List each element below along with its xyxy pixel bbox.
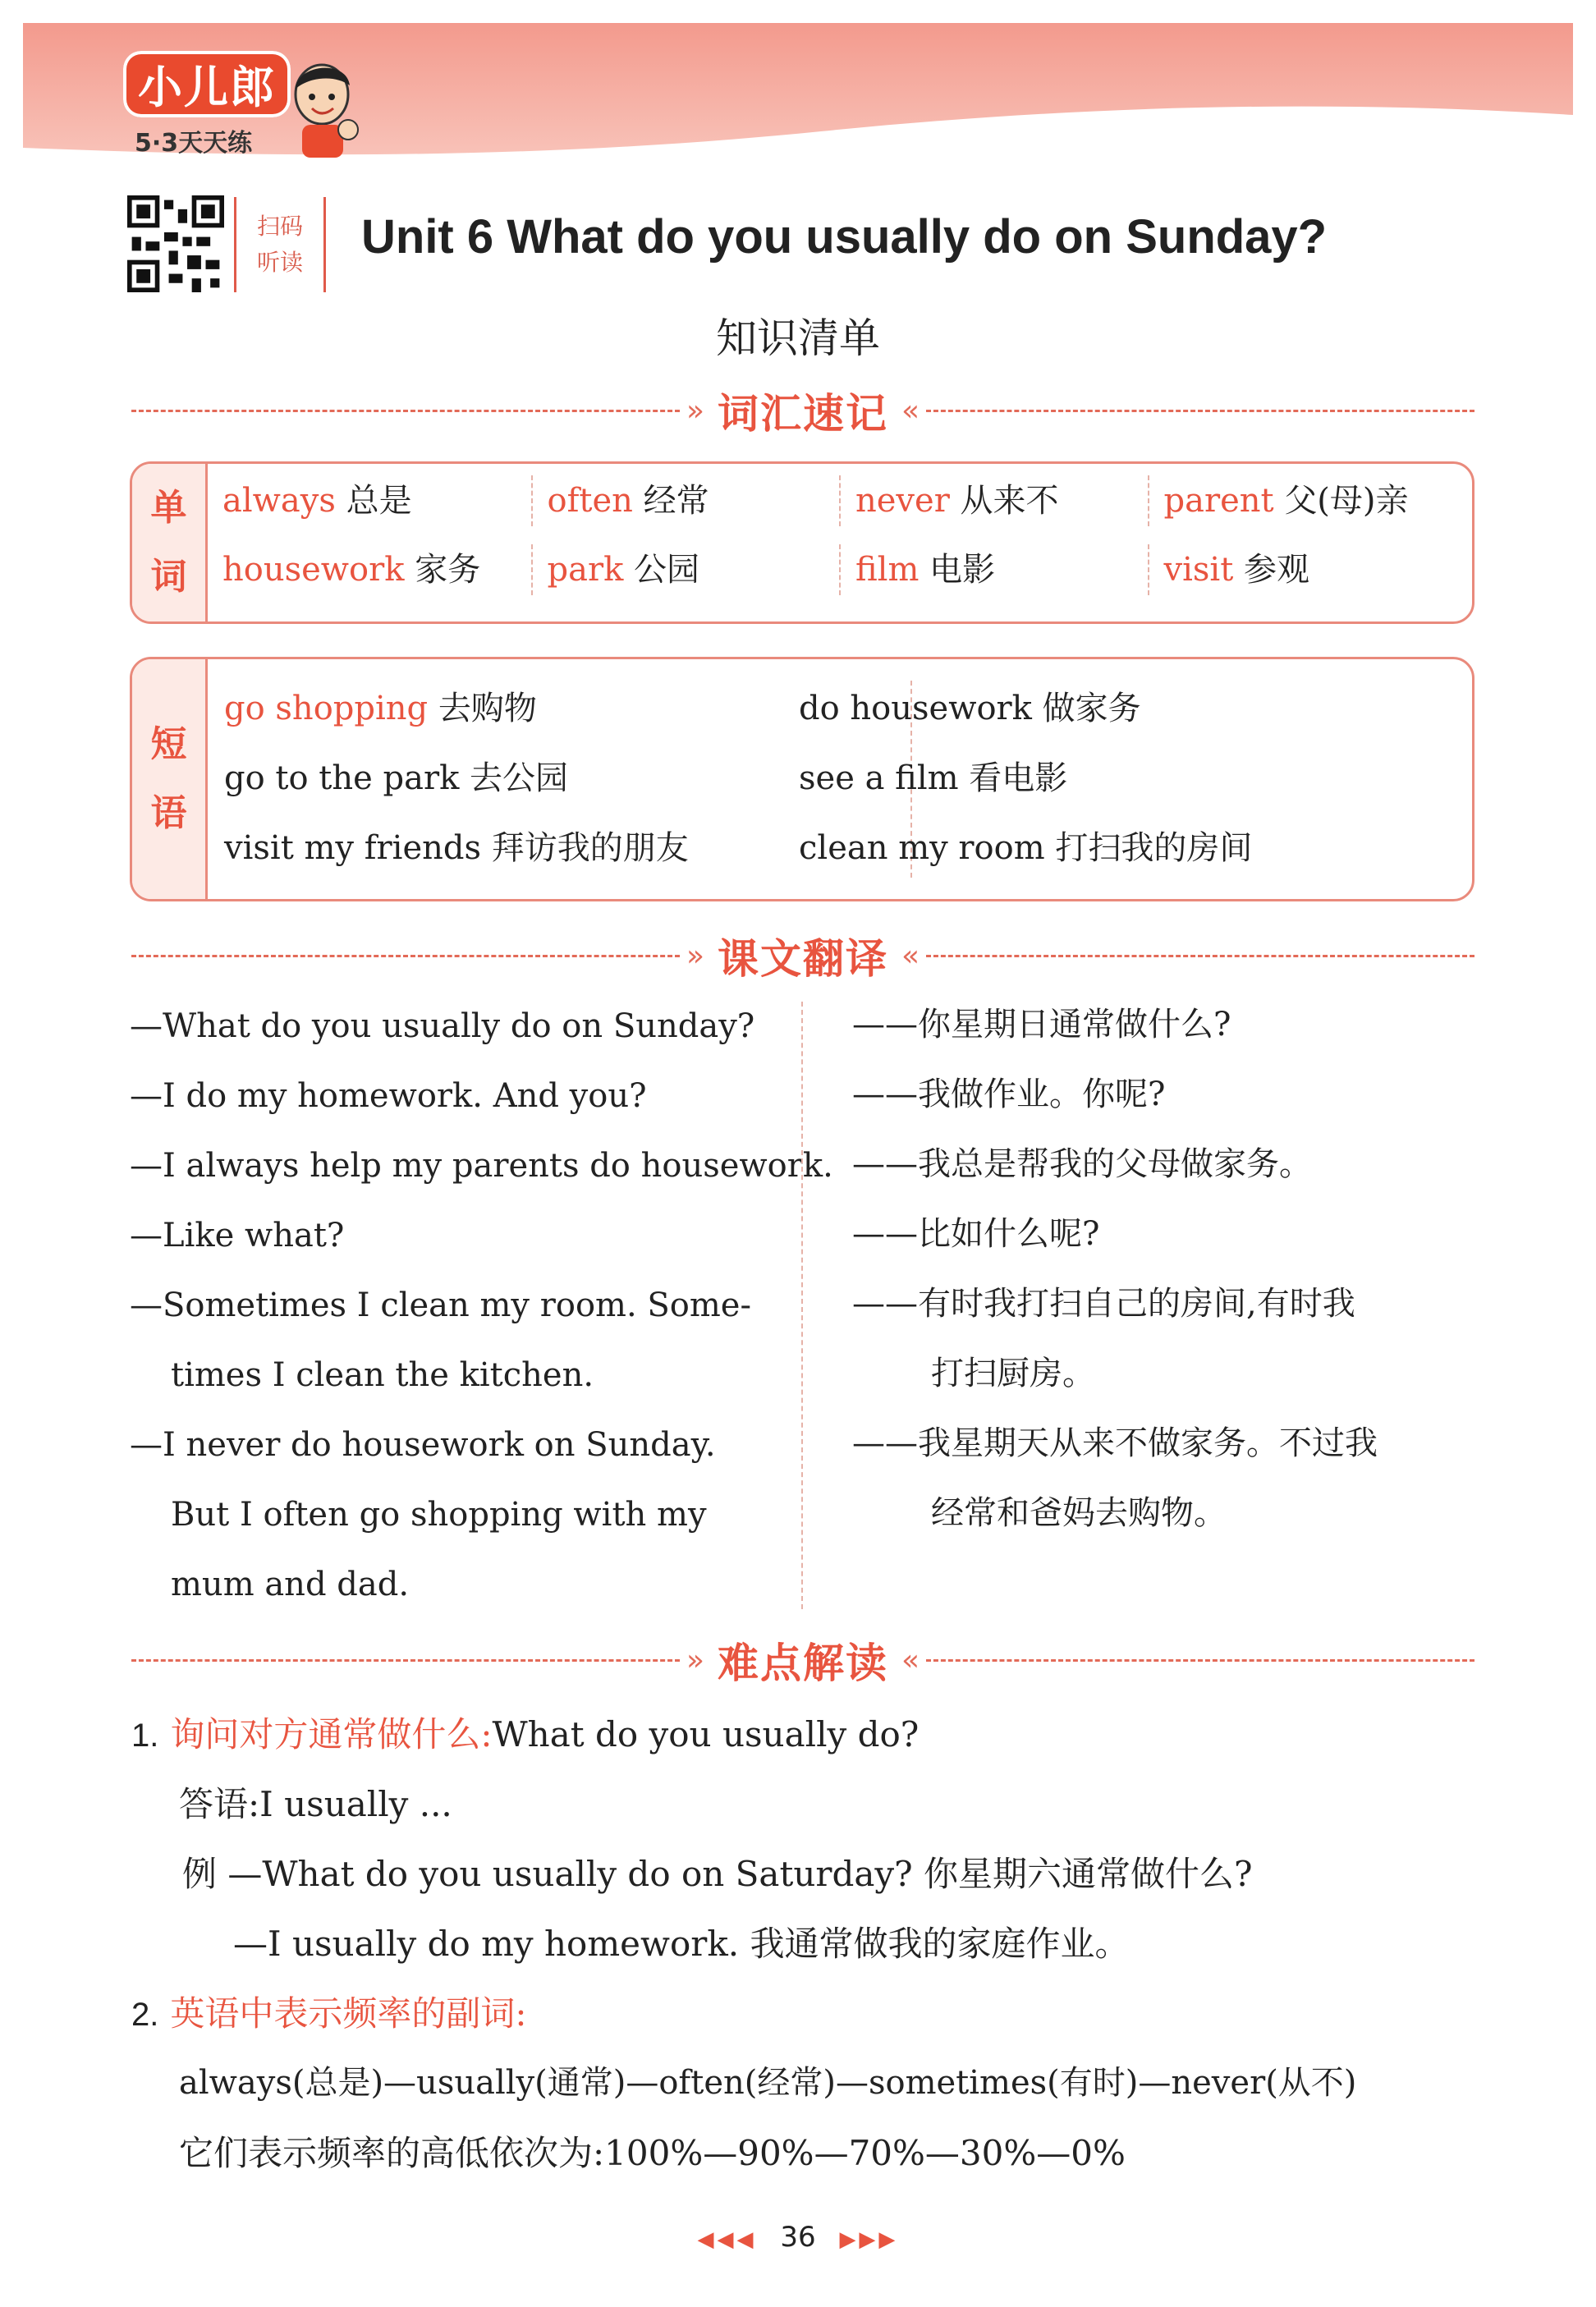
left-arrow-icon: « bbox=[901, 938, 920, 973]
left-arrow-icon: « bbox=[901, 1643, 920, 1677]
notes-section-header bbox=[131, 1637, 1474, 1687]
phrases-tag-char-1: 短 bbox=[150, 723, 187, 765]
dialogue-zh-line: ——我星期天从来不做家务。不过我 bbox=[852, 1424, 1378, 1462]
word-item: film 电影 bbox=[839, 544, 1148, 595]
knowledge-list-title: 知识清单 bbox=[716, 314, 880, 362]
notes-content bbox=[131, 1699, 1478, 2188]
words-tag-char-1: 单 bbox=[150, 487, 187, 529]
dialogue-en-line: —What do you usually do on Sunday? bbox=[130, 1007, 755, 1045]
note-1-example-question: 例 —What do you usually do on Saturday? 你星期六通常做什么? bbox=[182, 1854, 1253, 1894]
page-footer bbox=[0, 2221, 1596, 2254]
dialogue-zh-line: 打扫厨房。 bbox=[931, 1355, 1095, 1392]
dialogue-zh-line: ——有时我打扫自己的房间,有时我 bbox=[852, 1285, 1355, 1323]
dialogue-en-line: —Like what? bbox=[130, 1217, 345, 1254]
dialogue-en-line: But I often go shopping with my bbox=[171, 1496, 707, 1534]
words-tag-char-2: 词 bbox=[150, 556, 187, 598]
dialogue-en-line: mum and dad. bbox=[171, 1566, 410, 1603]
mascot-boy-icon bbox=[287, 57, 361, 164]
vocab-section-header bbox=[131, 388, 1474, 438]
phrase-item: see a film 看电影 bbox=[799, 759, 1068, 797]
phrase-item: visit my friends 拜访我的朋友 bbox=[224, 829, 689, 867]
left-arrow-icon: « bbox=[901, 393, 920, 428]
dialogue-chinese bbox=[852, 990, 1484, 1548]
dialogue-divider bbox=[801, 1002, 803, 1609]
note-1-heading: 1. 询问对方通常做什么:What do you usually do? bbox=[131, 1714, 920, 1754]
dialogue-zh-line: ——比如什么呢? bbox=[852, 1215, 1100, 1253]
scan-line-2: 听读 bbox=[256, 249, 303, 276]
phrases-right-column bbox=[799, 674, 1252, 883]
right-arrow-icon: » bbox=[686, 1643, 704, 1677]
dialogue-en-line: —I never do housework on Sunday. bbox=[130, 1426, 716, 1464]
next-arrows-icon: ▶▶▶ bbox=[839, 2227, 899, 2252]
word-item: park 公园 bbox=[531, 544, 840, 595]
page-number: 36 bbox=[780, 2221, 816, 2254]
logo-main-text: 小儿郎 bbox=[123, 51, 291, 117]
note-1-answer: 答语:I usually ... bbox=[179, 1784, 452, 1824]
words-grid bbox=[222, 475, 1456, 595]
phrase-item: go shopping 去购物 bbox=[224, 690, 537, 727]
phrases-tag-char-2: 语 bbox=[150, 792, 187, 834]
phrases-box bbox=[130, 657, 1474, 901]
word-item: always 总是 bbox=[222, 482, 412, 520]
word-item: never 从来不 bbox=[839, 475, 1148, 526]
word-item: parent 父(母)亲 bbox=[1148, 475, 1456, 526]
dialogue-zh-line: ——你星期日通常做什么? bbox=[852, 1006, 1231, 1043]
unit-title: Unit 6 What do you usually do on Sunday? bbox=[361, 210, 1328, 264]
notes-section-label: 难点解读 bbox=[718, 1640, 888, 1687]
dialogue-en-line: —I do my homework. And you? bbox=[130, 1077, 647, 1115]
word-item: housework 家务 bbox=[222, 551, 481, 589]
dialogue-zh-line: ——我做作业。你呢? bbox=[852, 1076, 1166, 1113]
dialogue-en-line: —Sometimes I clean my room. Some- bbox=[130, 1287, 751, 1324]
right-arrow-icon: » bbox=[686, 393, 704, 428]
translation-section-label: 课文翻译 bbox=[718, 935, 888, 983]
phrase-item: go to the park 去公园 bbox=[224, 759, 569, 797]
dialogue-english bbox=[130, 992, 833, 1620]
scan-line-1: 扫码 bbox=[256, 213, 303, 240]
phrases-tag bbox=[132, 659, 208, 899]
qr-code-icon[interactable] bbox=[127, 195, 224, 292]
note-2-frequency-order: 它们表示频率的高低依次为:100%—90%—70%—30%—0% bbox=[179, 2133, 1126, 2173]
right-arrow-icon: » bbox=[686, 938, 704, 973]
dialogue-en-line: times I clean the kitchen. bbox=[171, 1356, 594, 1394]
note-2-heading: 2. 英语中表示频率的副词: bbox=[131, 1993, 527, 2034]
phrase-item: do housework 做家务 bbox=[799, 690, 1141, 727]
note-1-example-answer: —I usually do my homework. 我通常做我的家庭作业。 bbox=[233, 1924, 1130, 1964]
dialogue-zh-line: ——我总是帮我的父母做家务。 bbox=[852, 1145, 1312, 1183]
word-item: often 经常 bbox=[531, 475, 840, 526]
phrases-left-column bbox=[224, 674, 689, 883]
vocab-section-label: 词汇速记 bbox=[718, 390, 888, 438]
words-tag bbox=[132, 464, 208, 621]
word-item: visit 参观 bbox=[1148, 544, 1456, 595]
dialogue-zh-line: 经常和爸妈去购物。 bbox=[931, 1494, 1227, 1532]
words-box bbox=[130, 461, 1474, 624]
scan-to-listen-label[interactable] bbox=[234, 197, 326, 292]
brand-logo bbox=[123, 51, 291, 158]
dialogue-en-line: —I always help my parents do housework. bbox=[130, 1147, 833, 1185]
prev-arrows-icon: ◀◀◀ bbox=[697, 2227, 757, 2252]
phrase-item: clean my room 打扫我的房间 bbox=[799, 829, 1253, 867]
logo-sub-text: 5·3天天练 bbox=[135, 129, 253, 158]
note-2-adverbs: always(总是)—usually(通常)—often(经常)—sometimes(有时)—never(从不) bbox=[179, 2064, 1357, 2102]
translation-section-header bbox=[131, 933, 1474, 983]
